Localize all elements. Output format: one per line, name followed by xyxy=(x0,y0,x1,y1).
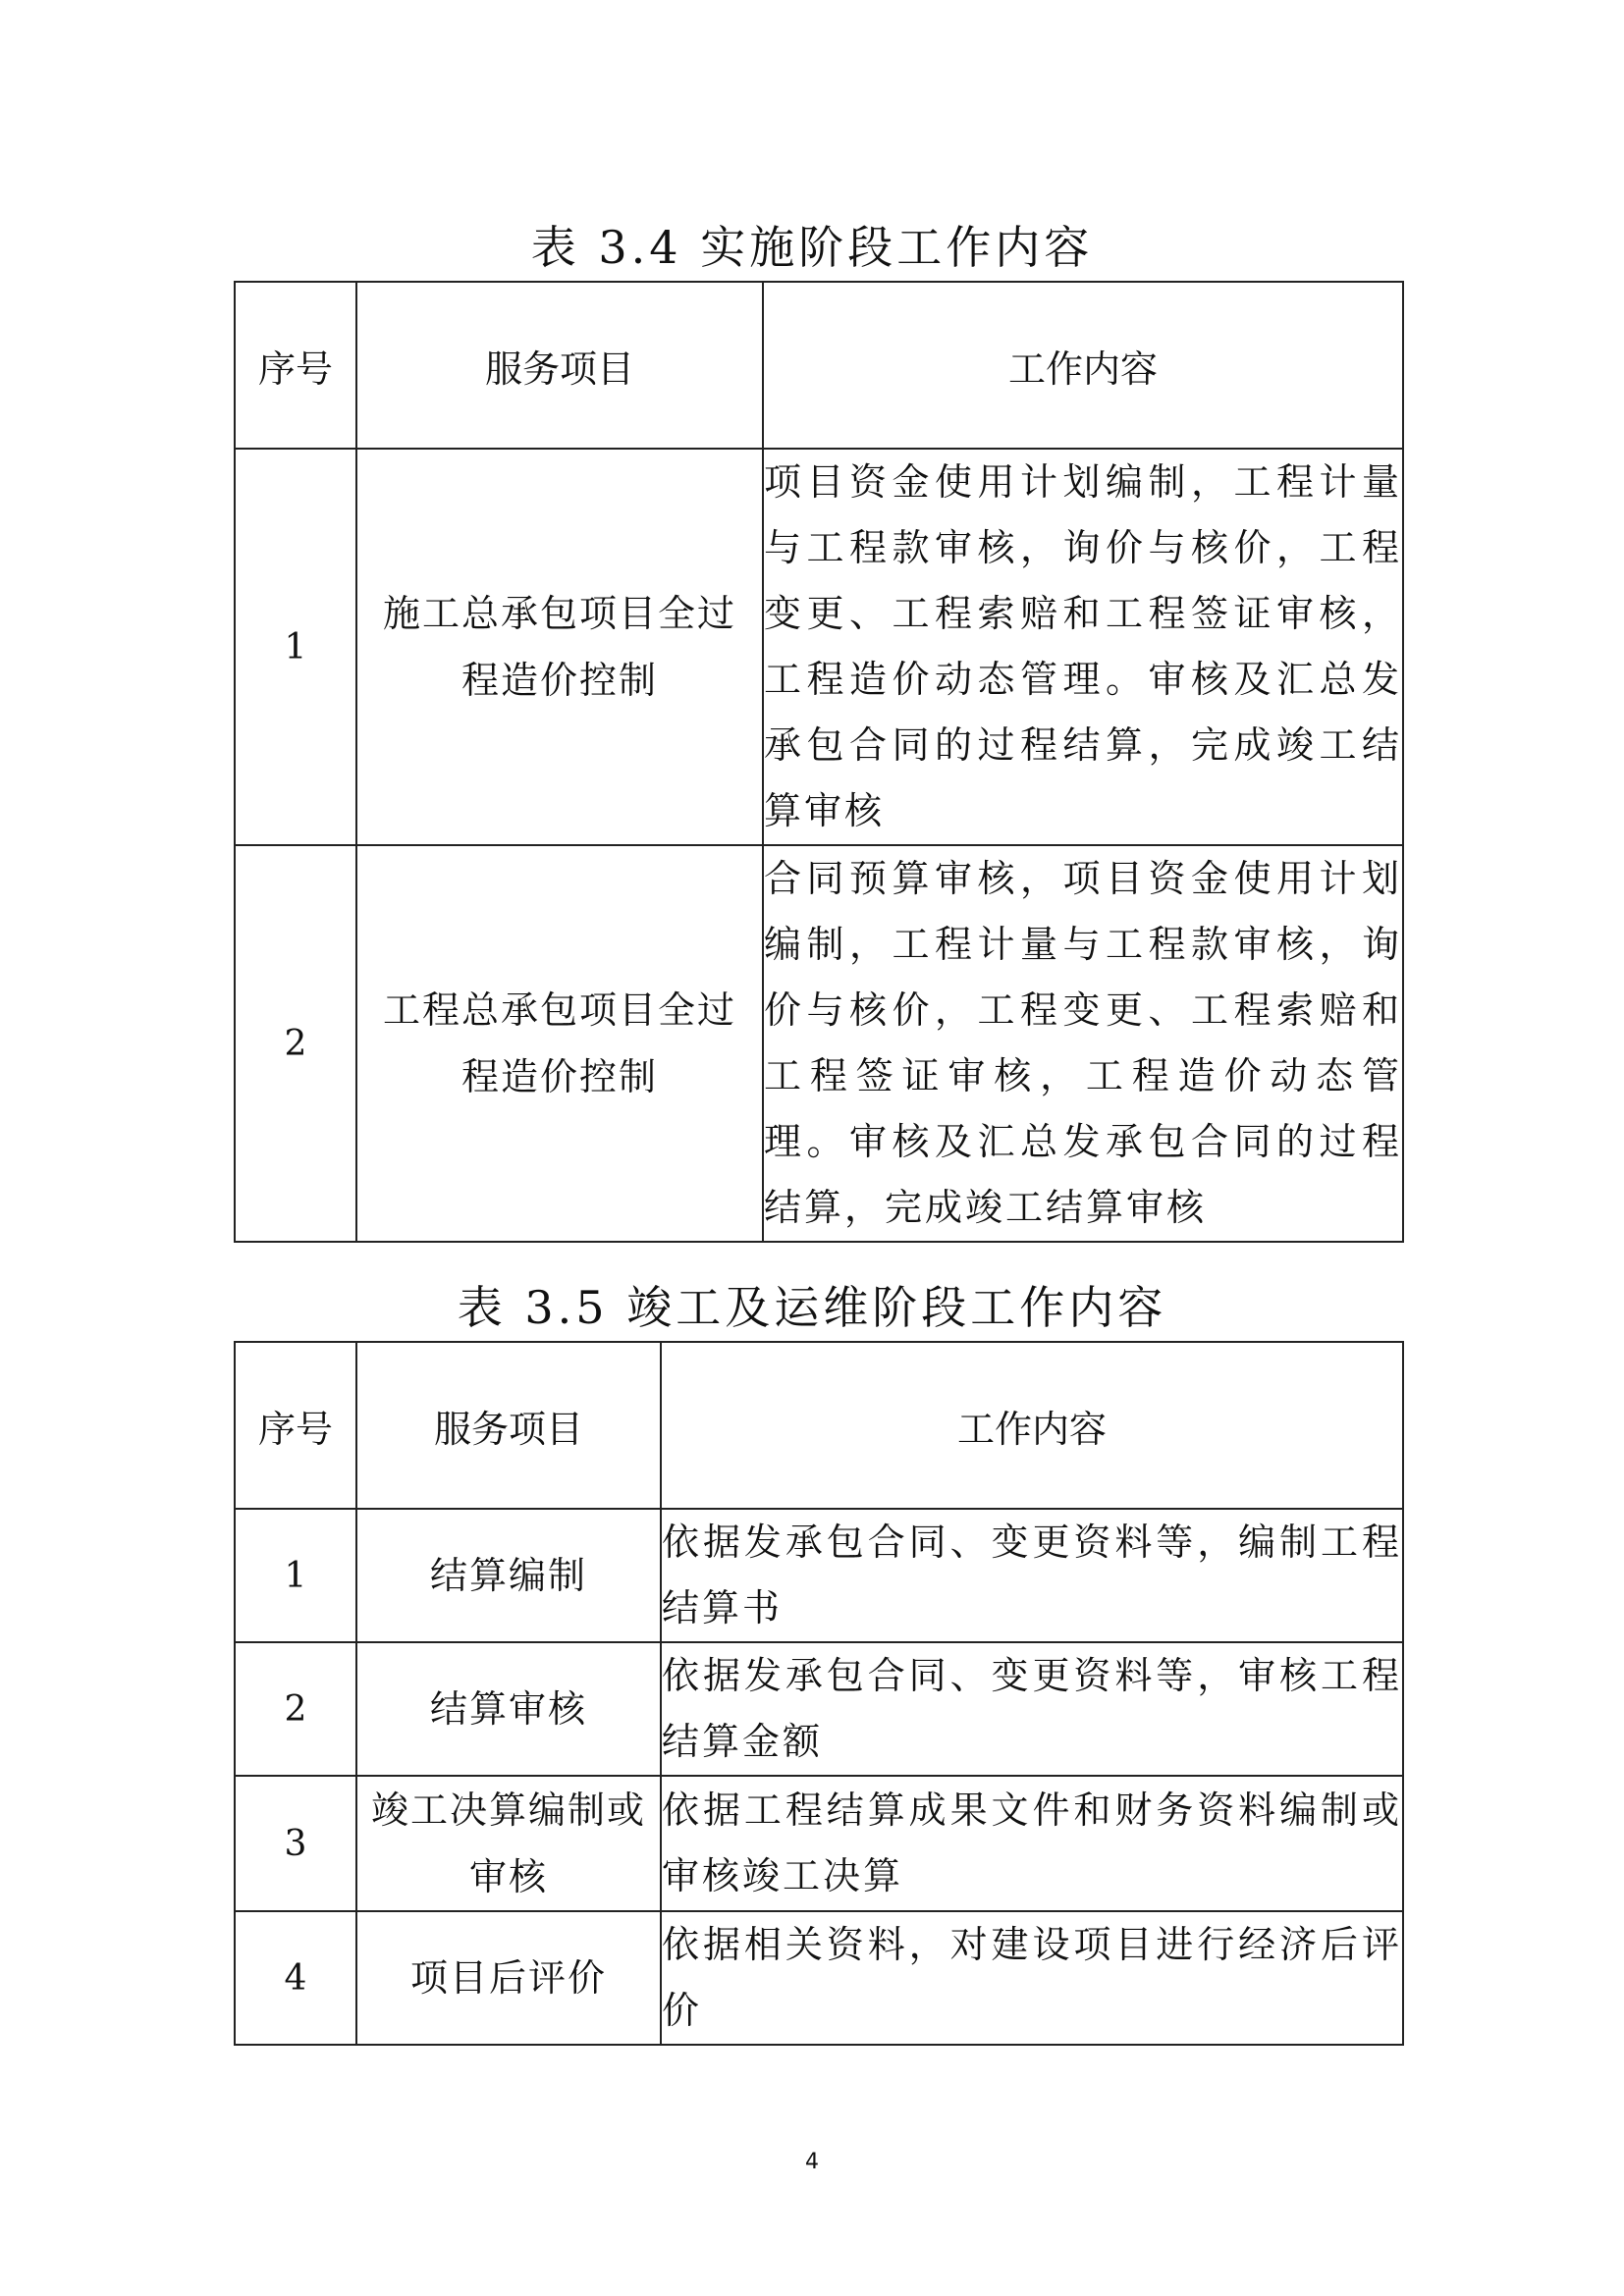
row-item: 项目后评价 xyxy=(409,1956,607,2000)
row-content: 依据发承包合同、变更资料等，编制工程结算书 xyxy=(661,1509,1403,1642)
table-caption: 表 3.5 竣工及运维阶段工作内容 xyxy=(457,1281,1167,1334)
header-seq: 序号 xyxy=(235,282,356,449)
row-item: 结算审核 xyxy=(429,1687,587,1731)
page-number: 4 xyxy=(805,2150,819,2174)
table-row xyxy=(235,1509,1403,1642)
table-row xyxy=(235,449,1403,845)
implementation-stage-table xyxy=(234,281,1404,1243)
row-seq: 3 xyxy=(235,1776,356,1911)
row-item-cell xyxy=(356,1776,661,1911)
table-header-row xyxy=(235,1342,1403,1509)
row-item-cell xyxy=(356,1911,661,2045)
header-item: 服务项目 xyxy=(356,1342,661,1509)
table-row xyxy=(235,1642,1403,1776)
row-seq: 2 xyxy=(235,845,356,1242)
header-seq: 序号 xyxy=(235,1342,356,1509)
table-row xyxy=(235,1911,1403,2045)
row-item: 竣工决算编制或审核 xyxy=(370,1789,646,1898)
row-content: 合同预算审核，项目资金使用计划编制，工程计量与工程款审核，询价与核价，工程变更、工程索赔和工程签证审核，工程造价动态管理。审核及汇总发承包合同的过程结算，完成竣工结算审核 xyxy=(763,845,1403,1242)
row-seq: 2 xyxy=(235,1642,356,1776)
row-content: 依据工程结算成果文件和财务资料编制或审核竣工决算 xyxy=(661,1776,1403,1911)
row-item-cell xyxy=(356,1642,661,1776)
row-seq: 4 xyxy=(235,1911,356,2045)
row-seq: 1 xyxy=(235,449,356,845)
row-item-cell xyxy=(356,449,763,845)
header-content: 工作内容 xyxy=(763,282,1403,449)
table-caption: 表 3.4 实施阶段工作内容 xyxy=(530,221,1094,274)
row-content: 项目资金使用计划编制，工程计量与工程款审核，询价与核价，工程变更、工程索赔和工程签证审核，工程造价动态管理。审核及汇总发承包合同的过程结算，完成竣工结算审核 xyxy=(763,449,1403,845)
row-item: 施工总承包项目全过程造价控制 xyxy=(383,592,737,702)
row-item: 结算编制 xyxy=(429,1554,587,1597)
row-item-cell xyxy=(356,845,763,1242)
row-seq: 1 xyxy=(235,1509,356,1642)
table-header-row xyxy=(235,282,1403,449)
completion-operation-stage-table xyxy=(234,1341,1404,2046)
header-content: 工作内容 xyxy=(661,1342,1403,1509)
row-content: 依据发承包合同、变更资料等，审核工程结算金额 xyxy=(661,1642,1403,1776)
header-item: 服务项目 xyxy=(356,282,763,449)
row-content: 依据相关资料，对建设项目进行经济后评价 xyxy=(661,1911,1403,2045)
table-row xyxy=(235,845,1403,1242)
table-row xyxy=(235,1776,1403,1911)
row-item: 工程总承包项目全过程造价控制 xyxy=(383,988,737,1098)
row-item-cell xyxy=(356,1509,661,1642)
